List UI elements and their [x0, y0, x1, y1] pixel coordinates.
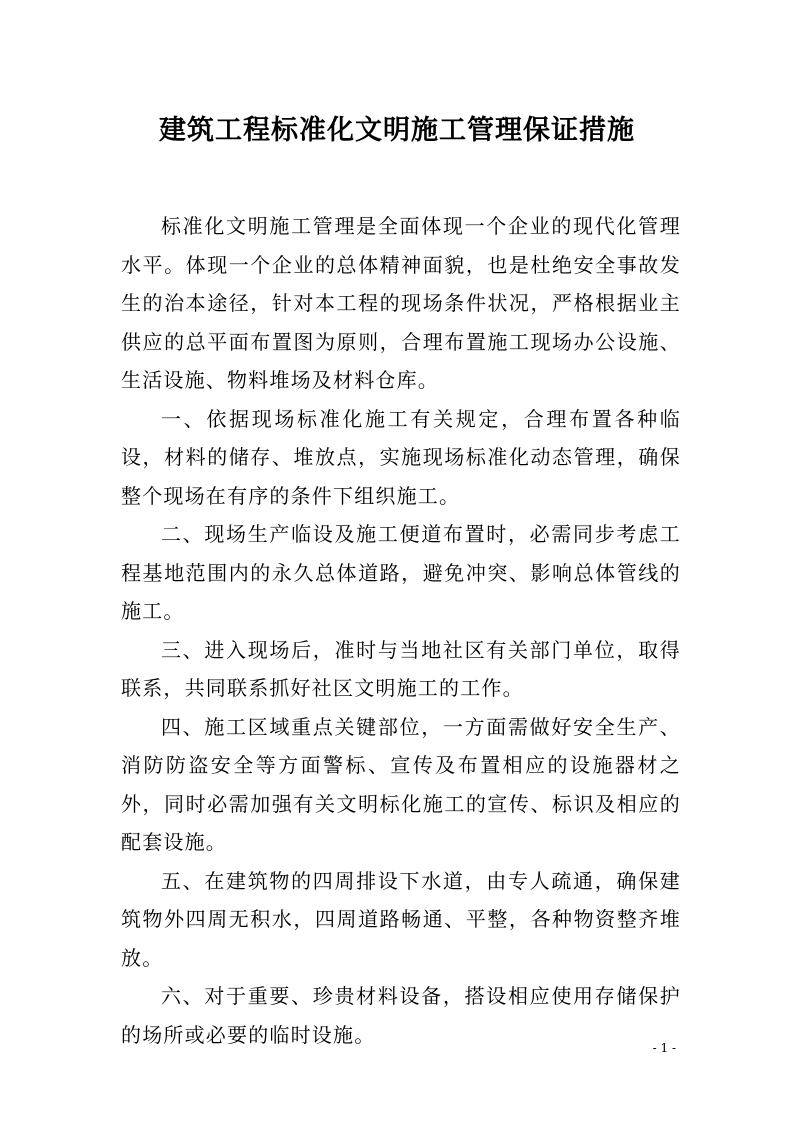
measure-2-paragraph: 二、现场生产临设及施工便道布置时，必需同步考虑工程基地范围内的永久总体道路，避免冲突、影响总体管线的施工。: [121, 522, 681, 623]
measure-6-paragraph: 六、对于重要、珍贵材料设备，搭设相应使用存储保护的场所或必要的临时设施。: [121, 984, 681, 1047]
document-body: [121, 207, 681, 1054]
measure-4-paragraph: 四、施工区域重点关键部位，一方面需做好安全生产、消防防盗安全等方面警标、宣传及布置相应的设施器材之外，同时必需加强有关文明标化施工的宣传、标识及相应的配套设施。: [121, 714, 681, 854]
measure-1-paragraph: 一、依据现场标准化施工有关规定，合理布置各种临设，材料的储存、堆放点，实施现场标准化动态管理，确保整个现场在有序的条件下组织施工。: [121, 406, 681, 508]
page-number: - 1 -: [652, 1041, 676, 1055]
intro-paragraph: 标准化文明施工管理是全面体现一个企业的现代化管理水平。体现一个企业的总体精神面貌，也是杜绝安全事故发生的治本途径，针对本工程的现场条件状况，严格根据业主供应的总平面布置图为原则，合理布置施工现场办公设施、生活设施、物料堆场及材料仓库。: [121, 214, 681, 392]
measure-5-paragraph: 五、在建筑物的四周排设下水道，由专人疏通，确保建筑物外四周无积水，四周道路畅通、平整，各种物资整齐堆放。: [121, 868, 681, 970]
document-title: 建筑工程标准化文明施工管理保证措施: [159, 115, 635, 146]
measure-3-paragraph: 三、进入现场后，准时与当地社区有关部门单位，取得联系，共同联系抓好社区文明施工的工作。: [121, 637, 681, 700]
